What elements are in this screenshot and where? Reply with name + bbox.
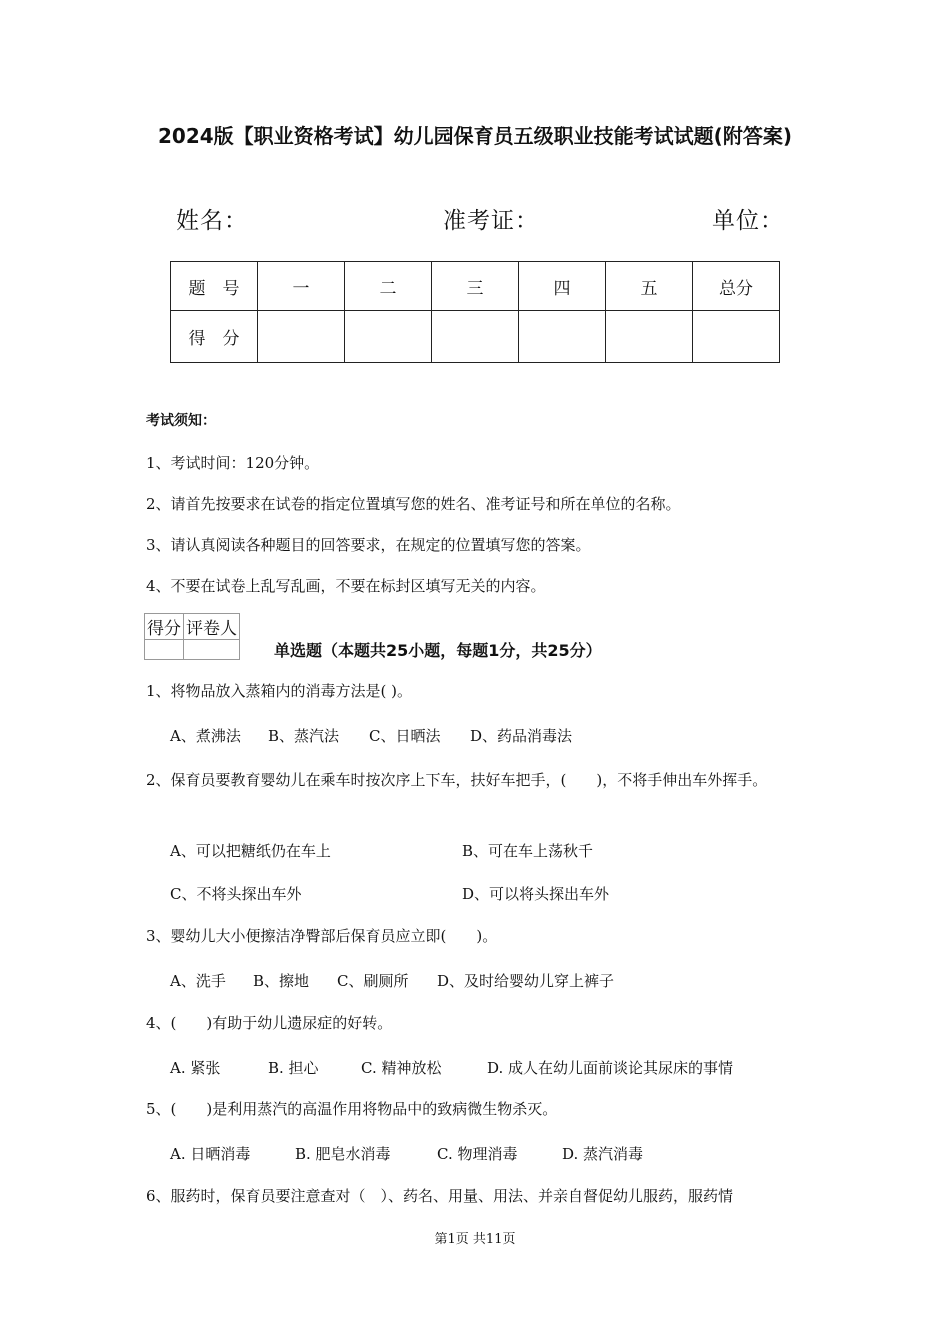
unit-label: 单位： bbox=[712, 208, 784, 234]
question-text: 3、婴幼儿大小便擦洁净臀部后保育员应立即( )。 bbox=[146, 927, 498, 945]
section-three-header: 三 bbox=[432, 262, 519, 311]
score-label: 得 分 bbox=[171, 311, 258, 363]
score-cell bbox=[519, 311, 606, 363]
question-text: 5、( )是利用蒸汽的高温作用将物品中的致病微生物杀灭。 bbox=[146, 1100, 558, 1118]
score-cell bbox=[258, 311, 345, 363]
notice-item: 1、考试时间：120分钟。 bbox=[146, 454, 320, 472]
option: D. 成人在幼儿面前谈论其尿床的事情 bbox=[487, 1059, 734, 1077]
option: D、及时给婴幼儿穿上裤子 bbox=[437, 972, 615, 990]
section-title: 单选题（本题共25小题，每题1分，共25分） bbox=[274, 641, 602, 660]
total-score-header: 总分 bbox=[693, 262, 780, 311]
option: A、煮沸法 bbox=[170, 727, 241, 745]
option: C. 精神放松 bbox=[361, 1059, 442, 1077]
option: C. 物理消毒 bbox=[437, 1145, 518, 1163]
question-number-label: 题 号 bbox=[171, 262, 258, 311]
section-five-header: 五 bbox=[606, 262, 693, 311]
option: A. 紧张 bbox=[170, 1059, 221, 1077]
score-table bbox=[170, 261, 780, 363]
option: A. 日晒消毒 bbox=[170, 1145, 251, 1163]
option: D. 蒸汽消毒 bbox=[562, 1145, 644, 1163]
score-table-score-row bbox=[171, 311, 780, 363]
notice-title: 考试须知： bbox=[146, 413, 216, 429]
page-footer: 第1页 共11页 bbox=[434, 1232, 516, 1247]
section-one-header: 一 bbox=[258, 262, 345, 311]
question-text: 4、( )有助于幼儿遗尿症的好转。 bbox=[146, 1014, 393, 1032]
option: B、蒸汽法 bbox=[268, 727, 340, 745]
score-cell bbox=[432, 311, 519, 363]
grader-table bbox=[144, 613, 240, 660]
option: D、药品消毒法 bbox=[470, 727, 573, 745]
question-text: 2、保育员要教育婴幼儿在乘车时按次序上下车，扶好车把手，( )，不将手伸出车外挥手。 bbox=[146, 771, 768, 789]
notice-item: 2、请首先按要求在试卷的指定位置填写您的姓名、准考证号和所在单位的名称。 bbox=[146, 495, 681, 513]
option: B. 担心 bbox=[268, 1059, 319, 1077]
exam-id-label: 准考证： bbox=[443, 208, 539, 234]
section-four-header: 四 bbox=[519, 262, 606, 311]
option: C、不将头探出车外 bbox=[170, 885, 302, 903]
option: B、可在车上荡秋千 bbox=[462, 842, 594, 860]
option: B、擦地 bbox=[253, 972, 310, 990]
grader-score-cell bbox=[145, 640, 184, 660]
name-label: 姓名： bbox=[176, 208, 248, 234]
score-table-header-row bbox=[171, 262, 780, 311]
question-text: 6、服药时，保育员要注意查对（ ）、药名、用量、用法、并亲自督促幼儿服药，服药情 bbox=[146, 1187, 734, 1205]
option: A、可以把糖纸仍在车上 bbox=[170, 842, 331, 860]
score-cell bbox=[693, 311, 780, 363]
score-cell bbox=[345, 311, 432, 363]
grader-score-label: 得分 bbox=[145, 614, 184, 640]
score-cell bbox=[606, 311, 693, 363]
option: A、洗手 bbox=[170, 972, 226, 990]
notice-item: 4、不要在试卷上乱写乱画，不要在标封区填写无关的内容。 bbox=[146, 577, 546, 595]
grader-name-label: 评卷人 bbox=[184, 614, 240, 640]
notice-item: 3、请认真阅读各种题目的回答要求，在规定的位置填写您的答案。 bbox=[146, 536, 591, 554]
option: B. 肥皂水消毒 bbox=[295, 1145, 391, 1163]
question-text: 1、将物品放入蒸箱内的消毒方法是( )。 bbox=[146, 682, 413, 700]
option: C、日晒法 bbox=[369, 727, 441, 745]
grader-name-cell bbox=[184, 640, 240, 660]
option: D、可以将头探出车外 bbox=[462, 885, 610, 903]
exam-title: 2024版【职业资格考试】幼儿园保育员五级职业技能考试试题(附答案) bbox=[158, 124, 792, 148]
section-two-header: 二 bbox=[345, 262, 432, 311]
option: C、刷厕所 bbox=[337, 972, 409, 990]
